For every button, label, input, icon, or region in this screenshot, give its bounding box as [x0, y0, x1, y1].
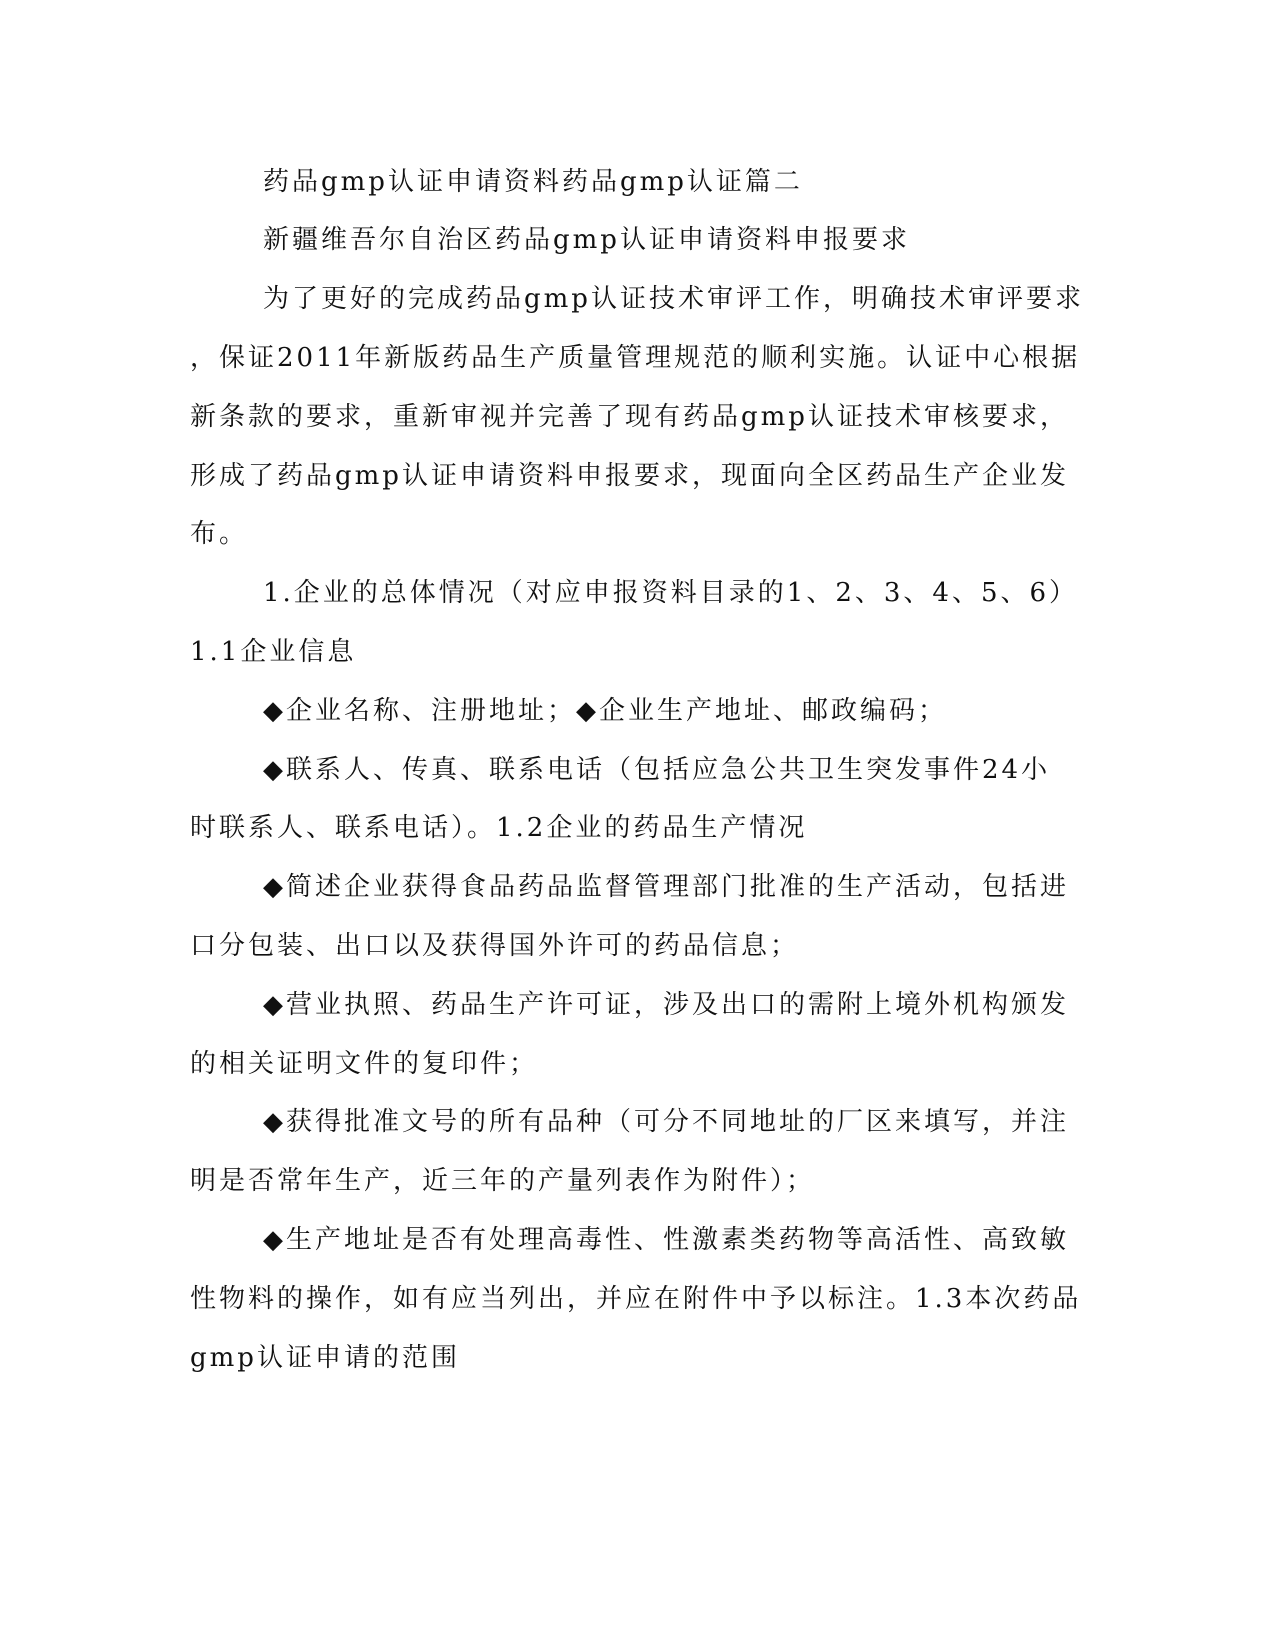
subsection-heading: 1.1企业信息 [190, 637, 357, 667]
document-subtitle: 新疆维吾尔自治区药品gmp认证申请资料申报要求 [263, 225, 910, 255]
paragraph-line: 口分包装、出口以及获得国外许可的药品信息； [190, 931, 800, 961]
paragraph-line: 时联系人、联系电话）。1.2企业的药品生产情况 [190, 813, 808, 843]
paragraph-line: 新条款的要求，重新审视并完善了现有药品gmp认证技术审核要求， [190, 402, 1069, 432]
paragraph-line: ，保证2011年新版药品生产质量管理规范的顺利实施。认证中心根据 [190, 343, 1081, 373]
bullet-line: ◆获得批准文号的所有品种（可分不同地址的厂区来填写，并注 [263, 1107, 1069, 1137]
bullet-line: ◆营业执照、药品生产许可证，涉及出口的需附上境外机构颁发 [263, 990, 1069, 1020]
section-title: 药品gmp认证申请资料药品gmp认证篇二 [263, 167, 803, 197]
paragraph-line: 布。 [190, 519, 249, 549]
paragraph-line: 为了更好的完成药品gmp认证技术审评工作，明确技术审评要求 [263, 284, 1084, 314]
paragraph-line: 形成了药品gmp认证申请资料申报要求，现面向全区药品生产企业发 [190, 461, 1069, 491]
paragraph-line: gmp认证申请的范围 [190, 1343, 460, 1373]
bullet-line: ◆简述企业获得食品药品监督管理部门批准的生产活动，包括进 [263, 872, 1069, 902]
paragraph-line: 明是否常年生产，近三年的产量列表作为附件）； [190, 1166, 816, 1196]
paragraph-line: 的相关证明文件的复印件； [190, 1049, 539, 1079]
bullet-line: ◆生产地址是否有处理高毒性、性激素类药物等高活性、高致敏 [263, 1225, 1069, 1255]
paragraph-line: 性物料的操作，如有应当列出，并应在附件中予以标注。1.3本次药品 [190, 1284, 1082, 1314]
bullet-line: ◆联系人、传真、联系电话（包括应急公共卫生突发事件24小 [263, 755, 1051, 785]
section-heading: 1.企业的总体情况（对应申报资料目录的1、2、3、4、5、6） [263, 578, 1079, 608]
bullet-line: ◆企业名称、注册地址；◆企业生产地址、邮政编码； [263, 696, 947, 726]
